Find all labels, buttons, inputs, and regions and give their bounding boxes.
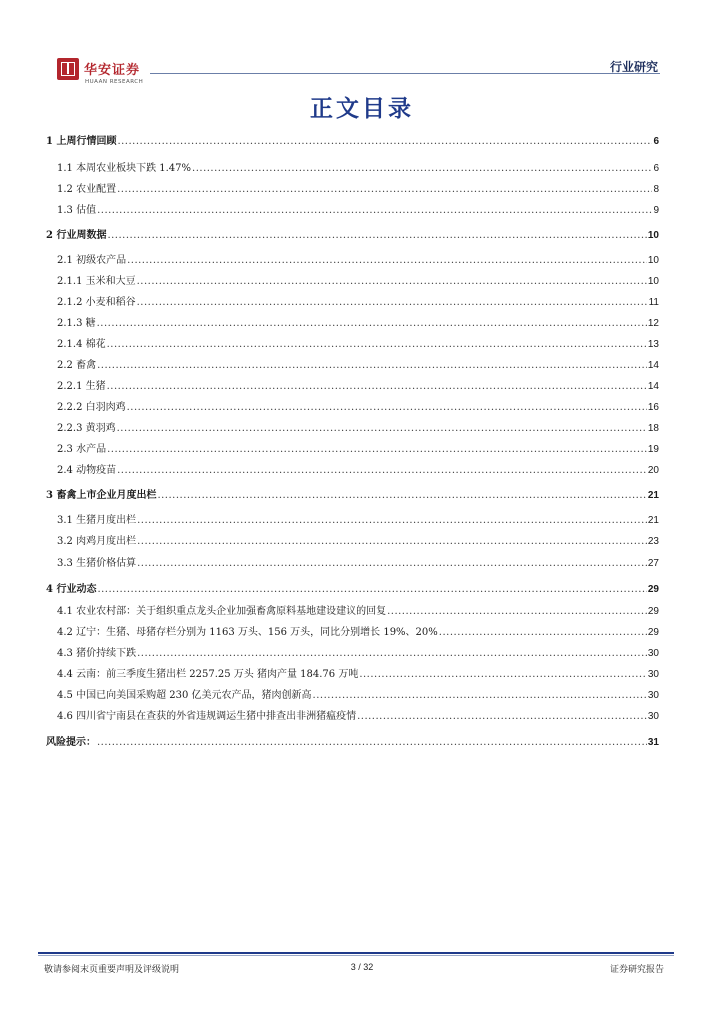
toc-entry[interactable] (57, 380, 659, 394)
toc-leader-dots (117, 422, 647, 436)
footer-rule (38, 952, 674, 954)
toc-entry[interactable] (57, 557, 659, 571)
toc-entry-page: 21 (647, 490, 659, 501)
toc-entry-page: 11 (648, 297, 659, 308)
toc-entry[interactable] (57, 401, 659, 415)
toc-entry-label: 3.3 生猪价格估算 (57, 558, 137, 569)
toc-leader-dots (137, 275, 647, 289)
toc-entry-page: 14 (647, 381, 659, 392)
toc-entry[interactable] (46, 736, 659, 750)
toc-entry-label: 4.5 中国已向美国采购超 230 亿美元农产品，猪肉创新高 (57, 690, 312, 701)
toc-entry[interactable] (57, 647, 659, 661)
toc-leader-dots (192, 162, 652, 176)
toc-entry-page: 21 (647, 515, 659, 526)
toc-entry-label: 1.2 农业配置 (57, 184, 117, 195)
toc-entry[interactable] (57, 359, 659, 373)
toc-entry-label: 4.4 云南：前三季度生猪出栏 2257.25 万头 猪肉产量 184.76 万吨 (57, 669, 359, 680)
toc-leader-dots (107, 380, 647, 394)
page-header (0, 0, 724, 90)
header-rule (150, 73, 660, 74)
toc-entry-label: 2.2.2 白羽肉鸡 (57, 402, 126, 413)
toc-leader-dots (107, 338, 647, 352)
toc-leader-dots (357, 710, 647, 724)
toc-entry[interactable] (57, 317, 659, 331)
toc-entry-page: 23 (647, 536, 659, 547)
page-number: 3 / 32 (350, 962, 374, 972)
toc-entry-label: 4 行业动态 (46, 584, 97, 595)
toc-leader-dots (127, 401, 647, 415)
toc-leader-dots (107, 229, 646, 243)
toc-entry-page: 10 (647, 255, 659, 266)
toc-entry-label: 2 行业周数据 (46, 230, 107, 241)
company-name-en: HUAAN RESEARCH (85, 79, 144, 85)
toc-entry-page: 6 (653, 163, 659, 174)
toc-entry-page: 29 (647, 606, 659, 617)
toc-entry-label: 3.1 生猪月度出栏 (57, 515, 137, 526)
toc-entry-label: 4.3 猪价持续下跌 (57, 648, 137, 659)
toc-entry[interactable] (57, 710, 659, 724)
toc-entry[interactable] (57, 605, 659, 619)
toc-entry[interactable] (57, 443, 659, 457)
toc-entry-label: 1.1 本周农业板块下跌 1.47% (57, 163, 192, 174)
toc-entry-page: 9 (653, 205, 659, 216)
toc-entry-label: 2.1.3 糖 (57, 318, 96, 329)
toc-entry[interactable] (57, 296, 659, 310)
toc-entry-label: 4.1 农业农村部：关于组织重点龙头企业加强畜禽原料基地建设建议的回复 (57, 606, 387, 617)
toc-leader-dots (157, 489, 646, 503)
toc-entry-page: 18 (647, 423, 659, 434)
toc-entry[interactable] (57, 422, 659, 436)
toc-entry[interactable] (57, 535, 659, 549)
toc-entry-page: 12 (647, 318, 659, 329)
toc-entry-page: 13 (647, 339, 659, 350)
toc-entry-label: 2.4 动物疫苗 (57, 465, 117, 476)
toc-entry[interactable] (57, 626, 659, 640)
toc-leader-dots (117, 464, 647, 478)
toc-entry-label: 2.1.2 小麦和稻谷 (57, 297, 136, 308)
toc-entry[interactable] (46, 489, 659, 503)
toc-entry[interactable] (46, 135, 659, 149)
toc-entry-page: 19 (647, 444, 659, 455)
toc-entry-label: 2.1 初级农产品 (57, 255, 127, 266)
toc-entry[interactable] (57, 338, 659, 352)
toc-entry[interactable] (46, 583, 659, 597)
toc-entry-label: 2.2.1 生猪 (57, 381, 106, 392)
toc-entry-label: 3.2 肉鸡月度出栏 (57, 536, 137, 547)
toc-leader-dots (107, 443, 647, 457)
toc-entry-label: 4.2 辽宁：生猪、母猪存栏分别为 1163 万头、156 万头，同比分别增长 19%、20% (57, 627, 438, 638)
toc-leader-dots (127, 254, 647, 268)
toc-entry-label: 风险提示： (46, 737, 96, 748)
toc-entry-page: 6 (653, 136, 659, 147)
toc-entry-label: 1.3 估值 (57, 205, 97, 216)
toc-entry-label: 2.1.4 棉花 (57, 339, 106, 350)
footer-disclaimer: 敬请参阅末页重要声明及评级说明 (44, 965, 180, 975)
toc-entry-page: 10 (647, 230, 659, 241)
toc-entry-label: 1 上周行情回顾 (46, 136, 117, 147)
page-title: 正文目录 (310, 95, 414, 122)
toc-entry[interactable] (57, 668, 659, 682)
toc-leader-dots (137, 535, 647, 549)
toc-entry-label: 2.3 水产品 (57, 444, 107, 455)
toc-leader-dots (97, 317, 647, 331)
toc-leader-dots (97, 583, 646, 597)
toc-leader-dots (97, 359, 647, 373)
toc-entry-page: 29 (647, 627, 659, 638)
footer-report-type: 证券研究报告 (609, 965, 664, 975)
toc-leader-dots (137, 296, 648, 310)
toc-leader-dots (97, 736, 647, 750)
toc-leader-dots (117, 183, 652, 197)
section-tag: 行业研究 (609, 60, 658, 74)
huaan-logo-icon (57, 58, 79, 80)
toc-entry-label: 4.6 四川省宁南县在查获的外省违规调运生猪中排查出非洲猪瘟疫情 (57, 711, 357, 722)
footer-rule-thin (38, 955, 674, 956)
toc-entry-page: 30 (647, 669, 659, 680)
toc-entry[interactable] (46, 229, 659, 243)
toc-entry-label: 2.2 畜禽 (57, 360, 97, 371)
toc-entry-page: 30 (647, 690, 659, 701)
toc-entry-label: 3 畜禽上市企业月度出栏 (46, 490, 157, 501)
toc-entry-page: 16 (647, 402, 659, 413)
toc-entry[interactable] (57, 514, 659, 528)
toc-entry[interactable] (57, 204, 659, 218)
toc-entry-label: 2.2.3 黄羽鸡 (57, 423, 116, 434)
toc-entry[interactable] (57, 275, 659, 289)
toc-entry-page: 27 (647, 558, 659, 569)
toc-entry-page: 10 (647, 276, 659, 287)
toc-entry[interactable] (57, 254, 659, 268)
toc-leader-dots (97, 204, 652, 218)
toc-leader-dots (439, 626, 647, 640)
toc-leader-dots (117, 135, 652, 149)
toc-entry[interactable] (57, 464, 659, 478)
toc-entry-page: 29 (647, 584, 659, 595)
toc-entry-page: 31 (647, 737, 659, 748)
toc-leader-dots (359, 668, 647, 682)
toc-entry-page: 14 (647, 360, 659, 371)
toc-entry-page: 30 (647, 648, 659, 659)
toc-leader-dots (137, 514, 647, 528)
toc-leader-dots (137, 557, 647, 571)
company-name: 华安证券 (84, 63, 141, 78)
toc-entry[interactable] (57, 183, 659, 197)
toc-entry[interactable] (57, 162, 659, 176)
toc-leader-dots (137, 647, 647, 661)
toc-leader-dots (313, 689, 647, 703)
toc-entry-page: 8 (653, 184, 659, 195)
toc-entry-label: 2.1.1 玉米和大豆 (57, 276, 136, 287)
toc-entry-page: 30 (647, 711, 659, 722)
toc-entry-page: 20 (647, 465, 659, 476)
toc-leader-dots (387, 605, 647, 619)
toc-entry[interactable] (57, 689, 659, 703)
